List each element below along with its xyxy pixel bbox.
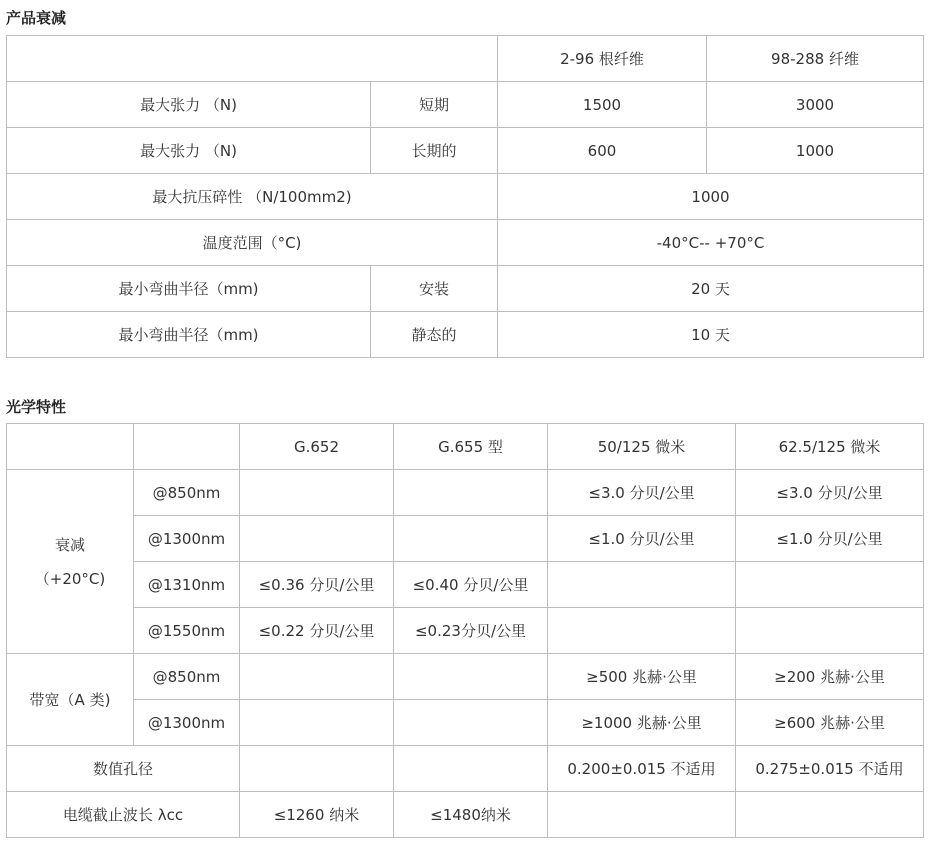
- value-cell: [394, 746, 548, 792]
- header-cell-2-96-fibers: 2-96 根纤维: [498, 36, 707, 82]
- header-cell-empty: [134, 424, 240, 470]
- param-cell: 最小弯曲半径（mm): [7, 312, 371, 358]
- header-cell-empty: [7, 424, 134, 470]
- table-row: [7, 174, 924, 220]
- attenuation-label: 衰减: [54, 535, 85, 554]
- optical-properties-table: [6, 423, 924, 838]
- product-attenuation-table: [6, 35, 924, 358]
- header-cell-50-125: 50/125 微米: [548, 424, 736, 470]
- numerical-aperture-label-cell: 数值孔径: [7, 746, 240, 792]
- table-row: [7, 128, 924, 174]
- condition-cell: 安装: [371, 266, 498, 312]
- param-cell: 最大张力 （N): [7, 82, 371, 128]
- value-cell: 1500: [498, 82, 707, 128]
- value-cell: [240, 516, 394, 562]
- table-row: [7, 654, 924, 700]
- table-header-row: [7, 36, 924, 82]
- value-cell: ≥600 兆赫·公里: [736, 700, 924, 746]
- value-cell: [736, 608, 924, 654]
- table-row: [7, 792, 924, 838]
- value-cell: ≤1.0 分贝/公里: [548, 516, 736, 562]
- value-cell: ≥200 兆赫·公里: [736, 654, 924, 700]
- header-cell-62-5-125: 62.5/125 微米: [736, 424, 924, 470]
- bandwidth-label-cell: 带宽（A 类): [7, 654, 134, 746]
- value-cell: [736, 792, 924, 838]
- table-row: [7, 220, 924, 266]
- attenuation-label-cell: [7, 470, 134, 654]
- value-cell: ≤1260 纳米: [240, 792, 394, 838]
- value-cell: ≤1480纳米: [394, 792, 548, 838]
- header-cell-g652: G.652: [240, 424, 394, 470]
- value-cell: -40°C-- +70°C: [498, 220, 924, 266]
- header-cell-empty: [7, 36, 498, 82]
- value-cell: ≥500 兆赫·公里: [548, 654, 736, 700]
- value-cell: 600: [498, 128, 707, 174]
- wavelength-cell: @850nm: [134, 654, 240, 700]
- value-cell: [394, 654, 548, 700]
- table-row: [7, 312, 924, 358]
- condition-cell: 短期: [371, 82, 498, 128]
- table-row: [7, 266, 924, 312]
- wavelength-cell: @850nm: [134, 470, 240, 516]
- optical-properties-title: 光学特性: [6, 398, 67, 416]
- cutoff-wavelength-label-cell: 电缆截止波长 λcc: [7, 792, 240, 838]
- product-attenuation-title: 产品衰减: [6, 9, 67, 27]
- value-cell: ≤1.0 分贝/公里: [736, 516, 924, 562]
- table-row: [7, 746, 924, 792]
- value-cell: 10 天: [498, 312, 924, 358]
- value-cell: 3000: [707, 82, 924, 128]
- value-cell: 1000: [707, 128, 924, 174]
- table-row: [7, 562, 924, 608]
- header-cell-98-288-fibers: 98-288 纤维: [707, 36, 924, 82]
- param-cell: 温度范围（°C): [7, 220, 498, 266]
- value-cell: [548, 562, 736, 608]
- table-row: [7, 516, 924, 562]
- param-cell: 最大张力 （N): [7, 128, 371, 174]
- table-row: [7, 470, 924, 516]
- value-cell: ≤3.0 分贝/公里: [548, 470, 736, 516]
- param-cell: 最大抗压碎性 （N/100mm2): [7, 174, 498, 220]
- attenuation-temperature-label: （+20°C): [34, 569, 106, 588]
- wavelength-cell: @1310nm: [134, 562, 240, 608]
- value-cell: [394, 516, 548, 562]
- value-cell: ≤0.22 分贝/公里: [240, 608, 394, 654]
- value-cell: ≤3.0 分贝/公里: [736, 470, 924, 516]
- value-cell: [240, 654, 394, 700]
- value-cell: [548, 608, 736, 654]
- param-cell: 最小弯曲半径（mm): [7, 266, 371, 312]
- value-cell: 0.275±0.015 不适用: [736, 746, 924, 792]
- value-cell: [240, 470, 394, 516]
- value-cell: 20 天: [498, 266, 924, 312]
- value-cell: ≤0.23分贝/公里: [394, 608, 548, 654]
- header-cell-g655: G.655 型: [394, 424, 548, 470]
- wavelength-cell: @1300nm: [134, 516, 240, 562]
- value-cell: ≤0.36 分贝/公里: [240, 562, 394, 608]
- condition-cell: 长期的: [371, 128, 498, 174]
- wavelength-cell: @1300nm: [134, 700, 240, 746]
- value-cell: ≤0.40 分贝/公里: [394, 562, 548, 608]
- value-cell: [394, 470, 548, 516]
- value-cell: 1000: [498, 174, 924, 220]
- wavelength-cell: @1550nm: [134, 608, 240, 654]
- table-row: [7, 82, 924, 128]
- table-row: [7, 608, 924, 654]
- value-cell: 0.200±0.015 不适用: [548, 746, 736, 792]
- value-cell: [736, 562, 924, 608]
- table-header-row: [7, 424, 924, 470]
- value-cell: [548, 792, 736, 838]
- value-cell: [240, 700, 394, 746]
- condition-cell: 静态的: [371, 312, 498, 358]
- table-row: [7, 700, 924, 746]
- value-cell: [394, 700, 548, 746]
- value-cell: [240, 746, 394, 792]
- value-cell: ≥1000 兆赫·公里: [548, 700, 736, 746]
